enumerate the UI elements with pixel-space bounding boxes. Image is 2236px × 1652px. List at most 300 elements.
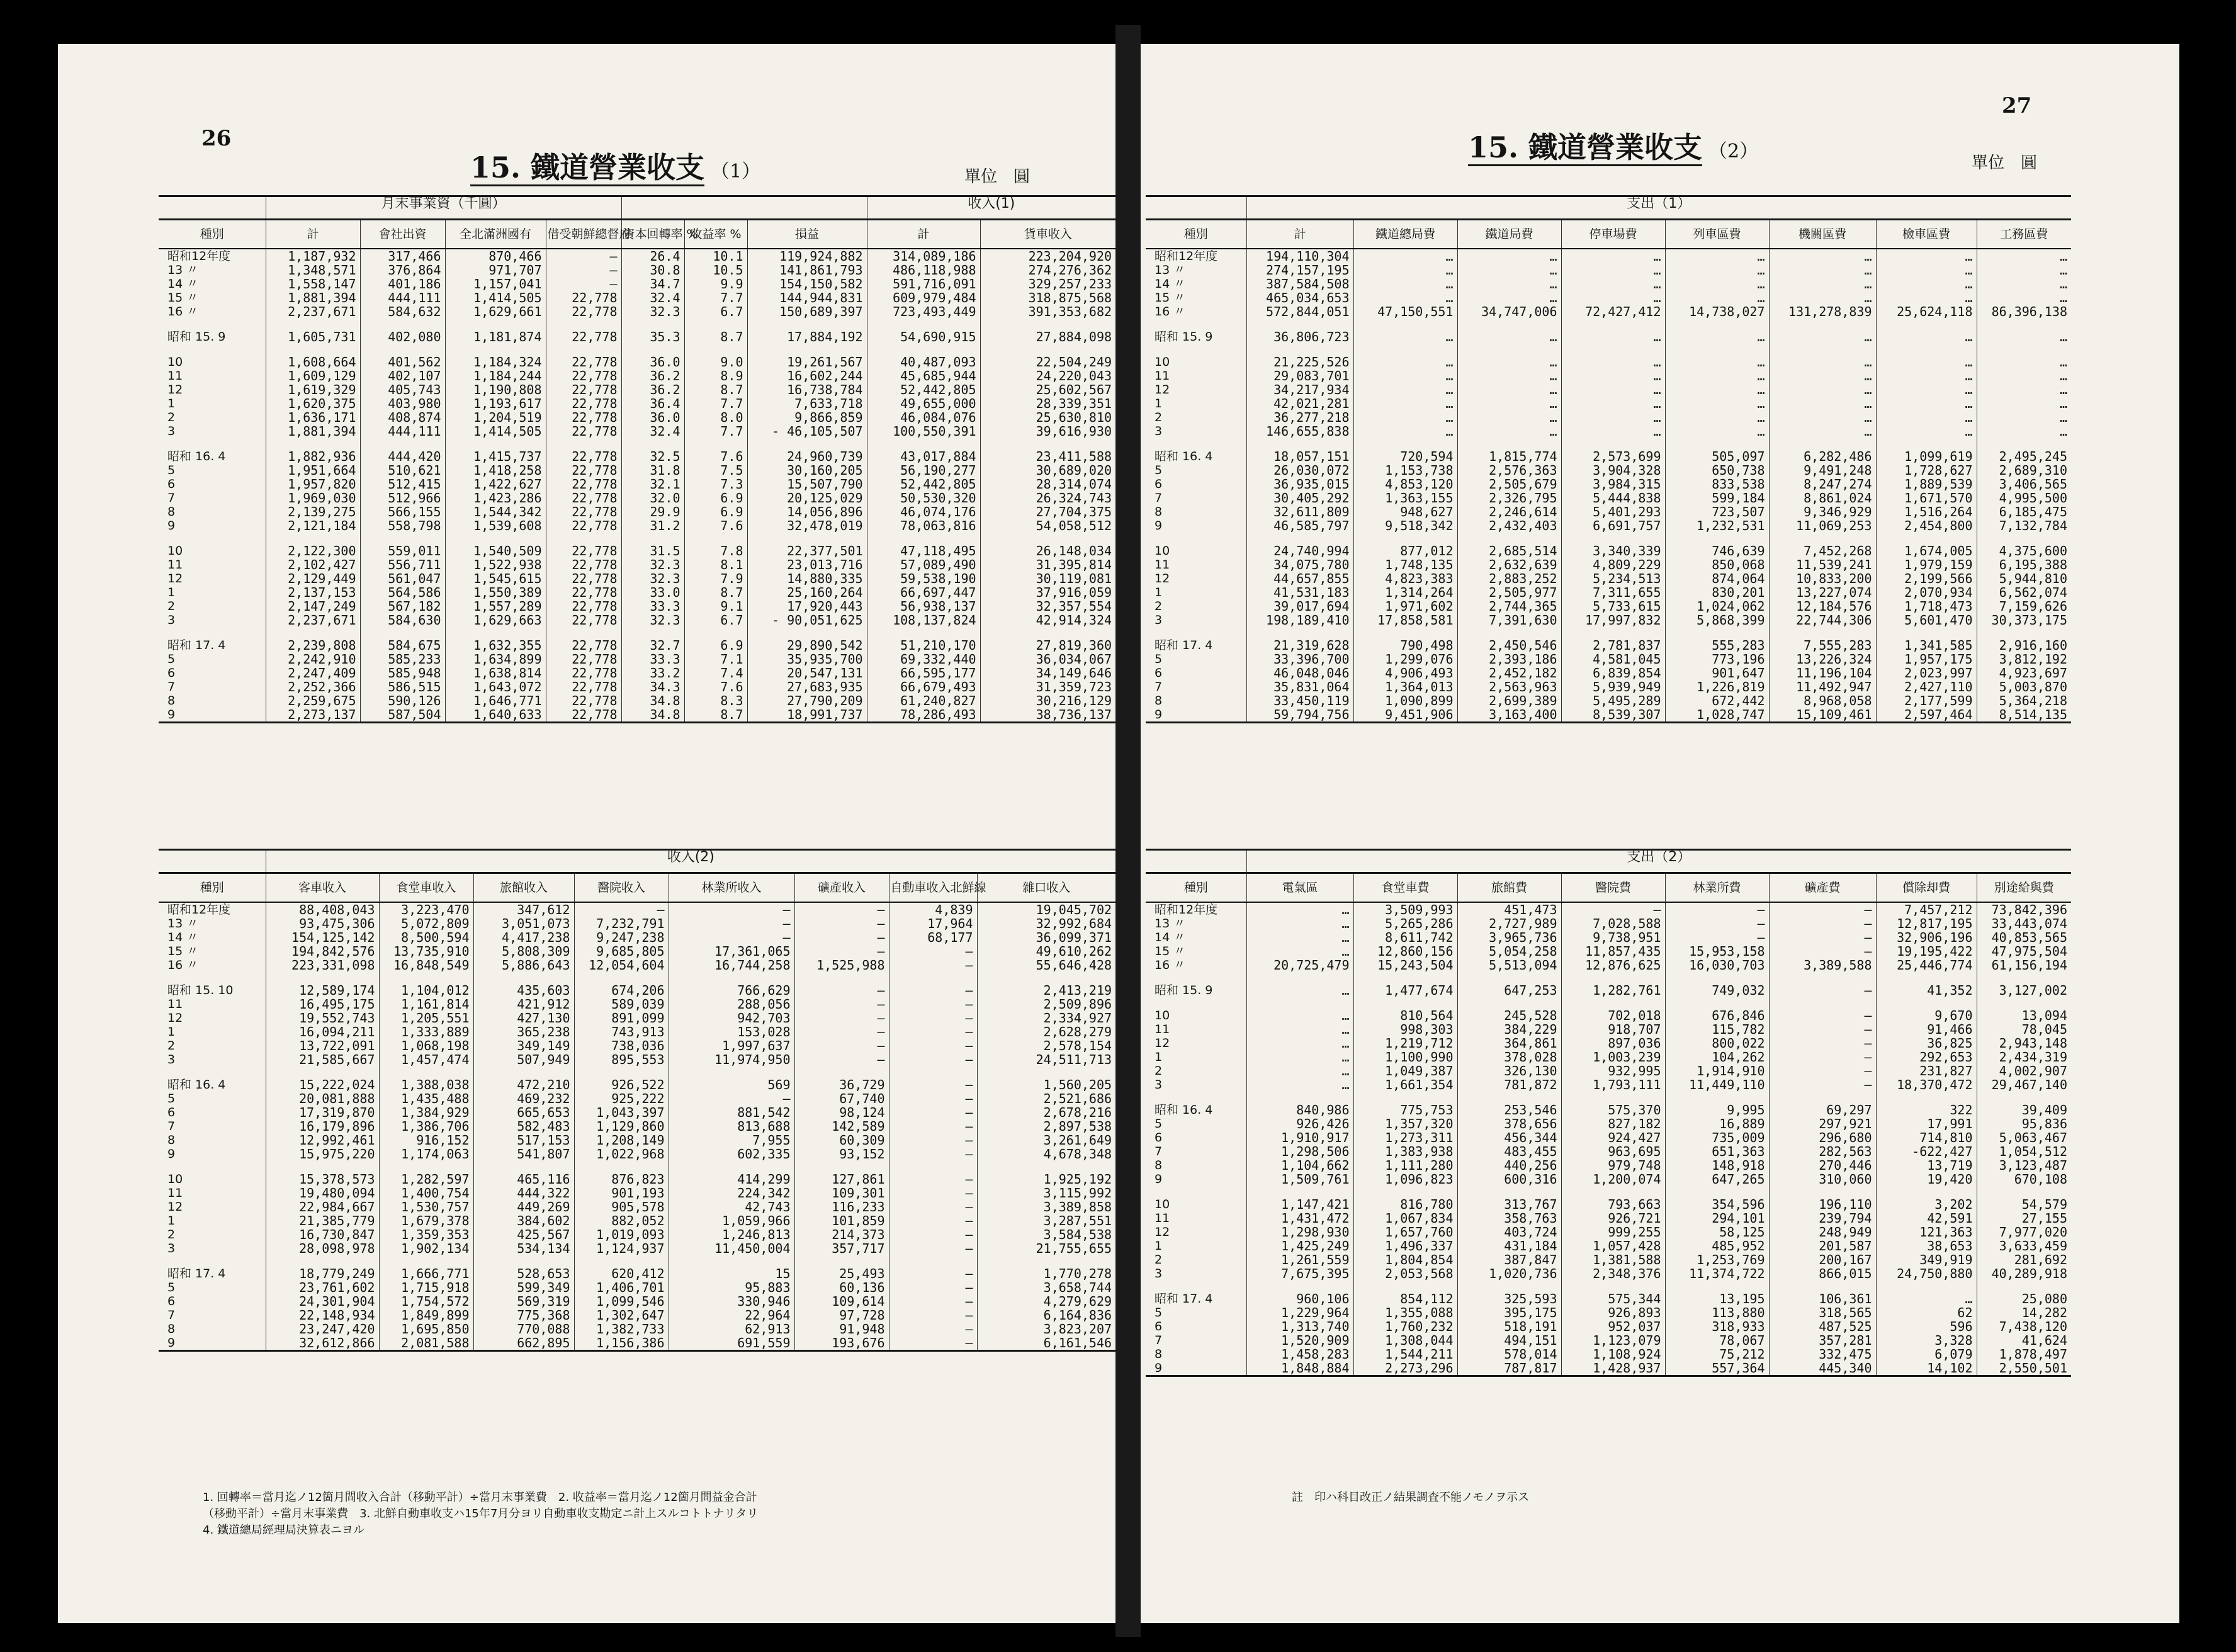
table-cell: 1,431,472 [1246, 1211, 1353, 1225]
row-label: 10 [167, 1172, 183, 1186]
table-cell: 15,109,461 [1769, 708, 1876, 723]
table-cell: … [1561, 277, 1665, 291]
table-cell: 456,344 [1457, 1131, 1561, 1145]
table-cell [1246, 627, 1353, 638]
table-cell: … [1353, 263, 1457, 277]
table-cell: 5,234,513 [1561, 572, 1665, 586]
row-label: 7 [1155, 1333, 1163, 1347]
table-cell: 224,342 [669, 1186, 794, 1200]
table-cell [977, 1066, 1115, 1078]
table-cell [1977, 344, 2071, 355]
table-cell: 109,614 [794, 1294, 889, 1308]
table-cell: 9,995 [1665, 1103, 1769, 1117]
table-cell: 22,778 [546, 666, 621, 680]
table-row [159, 1092, 1115, 1106]
table-cell [1561, 344, 1665, 355]
row-label: 3 [1155, 424, 1163, 438]
table-row [159, 983, 1115, 997]
table-cell: 27,884,098 [980, 330, 1115, 344]
table-cell: 1,019,093 [574, 1228, 669, 1242]
book-spine [1115, 25, 1141, 1637]
table-cell: 36,034,067 [980, 652, 1115, 666]
table-row [1146, 1186, 2071, 1197]
row-label: 1 [1155, 586, 1163, 599]
table-cell: 35,831,064 [1246, 680, 1353, 694]
table-cell: 19,480,094 [266, 1186, 379, 1200]
table-cell: 30,160,205 [747, 463, 867, 477]
table-cell: 66,679,493 [867, 680, 980, 694]
table-cell: 98,124 [794, 1106, 889, 1119]
table-cell: 1,298,930 [1246, 1225, 1353, 1239]
table-cell: … [1769, 249, 1876, 263]
table-cell [1665, 1281, 1769, 1292]
row-label: 5 [167, 652, 176, 666]
table-row [1146, 383, 2071, 397]
table-cell: 67,740 [794, 1092, 889, 1106]
table-cell: 35.3 [621, 330, 684, 344]
table-cell: 47,118,495 [867, 544, 980, 558]
table-row [1146, 613, 2071, 627]
table-row [1146, 1361, 2071, 1376]
row-label: 3 [1155, 1267, 1163, 1281]
table-cell [379, 1255, 473, 1267]
unit-label: 單位 圓 [964, 167, 1030, 186]
row-label: 8 [167, 1133, 176, 1147]
table-cell: … [1769, 424, 1876, 438]
table-cell: 1,423,286 [445, 491, 546, 505]
table-row [1146, 424, 2071, 438]
table-cell: 2,744,365 [1457, 599, 1561, 613]
table-cell: 12,992,461 [266, 1133, 379, 1147]
table-cell: 6,161,546 [977, 1336, 1115, 1351]
table-cell [1977, 972, 2071, 983]
table-cell: 17,361,065 [669, 944, 794, 958]
table-cell: … [1977, 249, 2071, 263]
row-label [159, 1255, 266, 1267]
table-row [1146, 694, 2071, 708]
table-row [159, 1039, 1115, 1053]
table-row [159, 1281, 1115, 1294]
table-cell: — [889, 983, 977, 997]
table-cell [794, 1255, 889, 1267]
table-cell: 1,608,664 [266, 355, 360, 369]
table-cell: … [1665, 263, 1769, 277]
header-spacer [621, 196, 867, 220]
table-cell [473, 972, 574, 983]
table-cell: 1,020,736 [1457, 1267, 1561, 1281]
table-cell: 2,326,795 [1457, 491, 1561, 505]
table-cell: 5,072,809 [379, 917, 473, 931]
table-cell: 23,411,588 [980, 450, 1115, 463]
table-row [1146, 708, 2071, 723]
table-cell: 78,067 [1665, 1333, 1769, 1347]
table-cell: 505,097 [1665, 450, 1769, 463]
table-cell: 850,068 [1665, 558, 1769, 572]
row-label: 昭和 17. 4 [1155, 638, 1213, 652]
table-cell: 25,446,774 [1876, 958, 1977, 972]
table-cell: 1,815,774 [1457, 450, 1561, 463]
table-cell: 93,152 [794, 1147, 889, 1161]
table-cell: 22,778 [546, 544, 621, 558]
table-cell: … [1665, 369, 1769, 383]
table-cell: 13,227,074 [1769, 586, 1876, 599]
table-cell: 403,724 [1457, 1225, 1561, 1239]
table-cell: … [1769, 330, 1876, 344]
table-cell: 33.3 [621, 599, 684, 613]
table-row [159, 1119, 1115, 1133]
table-cell: 33.3 [621, 652, 684, 666]
table-cell [1977, 319, 2071, 330]
table-cell: 1,525,988 [794, 958, 889, 972]
row-label [159, 627, 266, 638]
table-cell: 61,156,194 [1977, 958, 2071, 972]
table-cell: … [1665, 291, 1769, 305]
table-cell: 3,115,992 [977, 1186, 1115, 1200]
table-cell [747, 344, 867, 355]
table-cell: — [794, 1053, 889, 1066]
table-cell: 9,451,906 [1353, 708, 1457, 723]
table-cell: 296,680 [1769, 1131, 1876, 1145]
table-cell: 3,163,400 [1457, 708, 1561, 723]
table-cell [1977, 1092, 2071, 1103]
table-cell: 647,265 [1665, 1172, 1769, 1186]
table-row [159, 1133, 1115, 1147]
table-cell: 42,914,324 [980, 613, 1115, 627]
table-cell: 584,630 [360, 613, 445, 627]
table-cell: 2,509,896 [977, 997, 1115, 1011]
table-cell: 141,861,793 [747, 263, 867, 277]
table-cell [977, 972, 1115, 983]
table-cell: 567,182 [360, 599, 445, 613]
table-cell: 6,164,836 [977, 1308, 1115, 1322]
row-label: 11 [167, 997, 183, 1011]
table-cell [669, 1161, 794, 1172]
table-cell: 60,309 [794, 1133, 889, 1147]
row-label: 9 [1146, 708, 1246, 723]
table-cell: 1,363,155 [1353, 491, 1457, 505]
table-row [159, 477, 1115, 491]
table-cell: 1,246,813 [669, 1228, 794, 1242]
table-cell: 7,232,791 [574, 917, 669, 931]
table-cell: 1,090,899 [1353, 694, 1457, 708]
table-cell: -622,427 [1876, 1145, 1977, 1158]
row-label: 昭和 16. 4 [167, 450, 226, 463]
table-cell: 2,237,671 [266, 613, 360, 627]
row-label: 2 [167, 599, 176, 613]
table-cell: … [1561, 249, 1665, 263]
row-label [1146, 1186, 1246, 1197]
table-cell: 78,286,493 [867, 708, 980, 723]
table-cell [977, 1161, 1115, 1172]
row-label: 2 [1155, 410, 1163, 424]
table-cell: 5,939,949 [1561, 680, 1665, 694]
header-spacer [1146, 850, 1246, 873]
table-cell [1353, 997, 1457, 1009]
table-cell: — [889, 1078, 977, 1092]
table-cell: — [794, 931, 889, 944]
table-cell: … [1561, 383, 1665, 397]
table-cell: — [669, 1092, 794, 1106]
table-cell: 840,986 [1246, 1103, 1353, 1117]
table-cell: — [1665, 902, 1769, 917]
table-cell: 78,063,816 [867, 519, 980, 533]
table-cell: 1,400,754 [379, 1186, 473, 1200]
table-cell: 1,028,747 [1665, 708, 1769, 723]
table-cell: 1,914,910 [1665, 1064, 1769, 1078]
row-label: 7 [167, 680, 176, 694]
table-cell [1457, 344, 1561, 355]
table-cell: 444,111 [360, 424, 445, 438]
table-cell: 445,340 [1769, 1361, 1876, 1376]
table-cell: 1,457,474 [379, 1053, 473, 1066]
row-label: 2 [1155, 1064, 1163, 1078]
column-header: 借受朝鮮總督府 [546, 220, 621, 249]
table-cell: … [1457, 277, 1561, 291]
table-cell: 1,232,531 [1665, 519, 1769, 533]
table-row [1146, 305, 2071, 319]
table-cell: 11,539,241 [1769, 558, 1876, 572]
table-cell: … [1769, 397, 1876, 410]
table-cell: 431,184 [1457, 1239, 1561, 1253]
table-row [1146, 1158, 2071, 1172]
table-cell: — [1769, 902, 1876, 917]
table-cell: … [1353, 249, 1457, 263]
table-cell: … [1457, 263, 1561, 277]
table-cell: 1,422,627 [445, 477, 546, 491]
table-cell: 483,455 [1457, 1145, 1561, 1158]
table-cell: 1,728,627 [1876, 463, 1977, 477]
table-row [159, 1147, 1115, 1161]
table-cell: 51,210,170 [867, 638, 980, 652]
table-row [159, 533, 1115, 544]
row-label: 6 [167, 666, 176, 680]
row-label [159, 972, 266, 983]
table-cell: 16,744,258 [669, 958, 794, 972]
row-label: 11 [1155, 369, 1170, 383]
table-row [1146, 1036, 2071, 1050]
table-cell: 620,412 [574, 1267, 669, 1281]
column-header: 食堂車收入 [379, 873, 473, 903]
table-cell [1561, 1186, 1665, 1197]
table-cell: 405,743 [360, 383, 445, 397]
table-row [1146, 344, 2071, 355]
table-cell: 16,602,244 [747, 369, 867, 383]
table-cell [1876, 319, 1977, 330]
table-cell: 1,640,633 [445, 708, 546, 723]
table-cell [747, 533, 867, 544]
table-cell [1876, 533, 1977, 544]
table-cell: … [1876, 424, 1977, 438]
table-cell: 1,100,990 [1353, 1050, 1457, 1064]
table-cell: 14,056,896 [747, 505, 867, 519]
table-cell [977, 1255, 1115, 1267]
table-cell: 1,333,889 [379, 1025, 473, 1039]
table-cell [1769, 319, 1876, 330]
table-cell: 313,767 [1457, 1197, 1561, 1211]
table-cell: 2,070,934 [1876, 586, 1977, 599]
table-cell: … [1246, 1050, 1353, 1064]
table-cell: 28,098,978 [266, 1242, 379, 1255]
table-cell: … [1561, 410, 1665, 424]
table-cell: 882,052 [574, 1214, 669, 1228]
table-cell: 49,610,262 [977, 944, 1115, 958]
table-cell [266, 438, 360, 450]
table-cell [1561, 438, 1665, 450]
table-row [1146, 1197, 2071, 1211]
table-cell: 587,504 [360, 708, 445, 723]
table-row [1146, 1078, 2071, 1092]
table-cell: 16,030,703 [1665, 958, 1769, 972]
table-cell [1353, 1281, 1457, 1292]
table-row [1146, 463, 2071, 477]
table-row [1146, 1292, 2071, 1306]
table-cell: … [1769, 277, 1876, 291]
header-spacer [159, 850, 266, 873]
table-cell: 22,778 [546, 463, 621, 477]
table-cell: 3,389,588 [1769, 958, 1876, 972]
right-page [1141, 44, 2179, 1623]
table-cell: 556,711 [360, 558, 445, 572]
table-cell [867, 627, 980, 638]
table-cell: 1,435,488 [379, 1092, 473, 1106]
table-cell: 19,045,702 [977, 902, 1115, 917]
table-cell: 23,013,716 [747, 558, 867, 572]
table-cell: 7,457,212 [1876, 902, 1977, 917]
table-cell: … [1457, 397, 1561, 410]
table-cell: 22,744,306 [1769, 613, 1876, 627]
table-cell: 25,630,810 [980, 410, 1115, 424]
table-cell: 115,782 [1665, 1022, 1769, 1036]
table-cell: 6,562,074 [1977, 586, 2071, 599]
table-cell: 364,861 [1457, 1036, 1561, 1050]
column-header: 計 [867, 220, 980, 249]
table-cell [1457, 533, 1561, 544]
table-cell: 2,053,568 [1353, 1267, 1457, 1281]
table-cell: 8,539,307 [1561, 708, 1665, 723]
table-cell [1561, 1092, 1665, 1103]
table-cell: … [1876, 291, 1977, 305]
table-cell: 282,563 [1769, 1145, 1876, 1158]
table-cell: 37,916,059 [980, 586, 1115, 599]
table-cell: 22,778 [546, 355, 621, 369]
table-cell: 21,225,526 [1246, 355, 1353, 369]
table-cell: 6.9 [684, 491, 747, 505]
table-cell: 50,530,320 [867, 491, 980, 505]
table-cell: 31,395,814 [980, 558, 1115, 572]
table-row [159, 1294, 1115, 1308]
table-cell: 395,175 [1457, 1306, 1561, 1320]
row-label: 昭和 16. 4 [167, 1078, 226, 1092]
table-cell: … [1353, 355, 1457, 369]
row-label: 昭和 15. 9 [167, 330, 226, 344]
table-cell: 113,880 [1665, 1306, 1769, 1320]
table-cell: 27,790,209 [747, 694, 867, 708]
table-cell: 1,889,539 [1876, 477, 1977, 491]
table-cell: 22,778 [546, 694, 621, 708]
table-cell: 1,219,712 [1353, 1036, 1457, 1050]
table-cell: 512,966 [360, 491, 445, 505]
table-cell: 674,206 [574, 983, 669, 997]
row-label: 15 〃 [1155, 944, 1186, 958]
table-cell [867, 319, 980, 330]
table-cell: 91,466 [1876, 1022, 1977, 1036]
table-cell: … [1561, 355, 1665, 369]
table-cell: 34,747,006 [1457, 305, 1561, 319]
table-cell: 7.4 [684, 666, 747, 680]
table-cell: 1,971,602 [1353, 599, 1457, 613]
table-cell: 8,611,742 [1353, 931, 1457, 944]
table-cell: 901,193 [574, 1186, 669, 1200]
row-label: 5 [1155, 652, 1163, 666]
table-cell: 720,594 [1353, 450, 1457, 463]
table-cell [669, 1066, 794, 1078]
table-cell: 22,778 [546, 330, 621, 344]
table-cell: 39,017,694 [1246, 599, 1353, 613]
table-cell: 270,446 [1769, 1158, 1876, 1172]
table-cell: 153,028 [669, 1025, 794, 1039]
table-cell: 8.9 [684, 369, 747, 383]
table-cell: 20,725,479 [1246, 958, 1353, 972]
table-cell: 449,269 [473, 1200, 574, 1214]
table-cell [1246, 319, 1353, 330]
table-cell: 39,409 [1977, 1103, 2071, 1117]
table-cell: 444,111 [360, 291, 445, 305]
table-row [159, 599, 1115, 613]
table-cell: 1,386,706 [379, 1119, 473, 1133]
row-label: 3 [167, 1053, 176, 1066]
row-label: 7 [1155, 1145, 1163, 1158]
table-cell [1769, 438, 1876, 450]
table-cell: 2,521,686 [977, 1092, 1115, 1106]
table-cell: 2,450,546 [1457, 638, 1561, 652]
page-number: 26 [201, 126, 232, 151]
table-cell: 150,689,397 [747, 305, 867, 319]
table-cell: 952,037 [1561, 1320, 1665, 1333]
table-cell: 154,150,582 [747, 277, 867, 291]
row-label: 14 〃 [1155, 931, 1186, 944]
table-cell: 1,229,964 [1246, 1306, 1353, 1320]
table-cell: 1,388,038 [379, 1078, 473, 1092]
table-cell: 590,126 [360, 694, 445, 708]
table-cell: … [1353, 369, 1457, 383]
page-title [1468, 125, 1758, 166]
table-cell: 1,428,937 [1561, 1361, 1665, 1376]
table-cell: 36.0 [621, 355, 684, 369]
table-cell: 465,116 [473, 1172, 574, 1186]
table-cell: 1,557,289 [445, 599, 546, 613]
table-cell: 1,634,899 [445, 652, 546, 666]
table-cell: 36,935,015 [1246, 477, 1353, 491]
table-cell [980, 438, 1115, 450]
row-label: 8 [1155, 694, 1163, 708]
table-cell: 924,427 [1561, 1131, 1665, 1145]
table-cell: 13,735,910 [379, 944, 473, 958]
table-cell: 119,924,882 [747, 249, 867, 263]
table-cell: 2,781,837 [1561, 638, 1665, 652]
table-cell: 4,995,500 [1977, 491, 2071, 505]
table-cell: 15,975,220 [266, 1147, 379, 1161]
table-cell: 223,204,920 [980, 249, 1115, 263]
table-row [159, 438, 1115, 450]
table-cell: 1,261,559 [1246, 1253, 1353, 1267]
table-cell [1876, 1186, 1977, 1197]
table-cell: … [1977, 277, 2071, 291]
table-cell: 2,393,186 [1457, 652, 1561, 666]
table-cell: 2,689,310 [1977, 463, 2071, 477]
row-label: 3 [1155, 613, 1163, 627]
table-cell: 793,663 [1561, 1197, 1665, 1211]
table-row [1146, 1225, 2071, 1239]
